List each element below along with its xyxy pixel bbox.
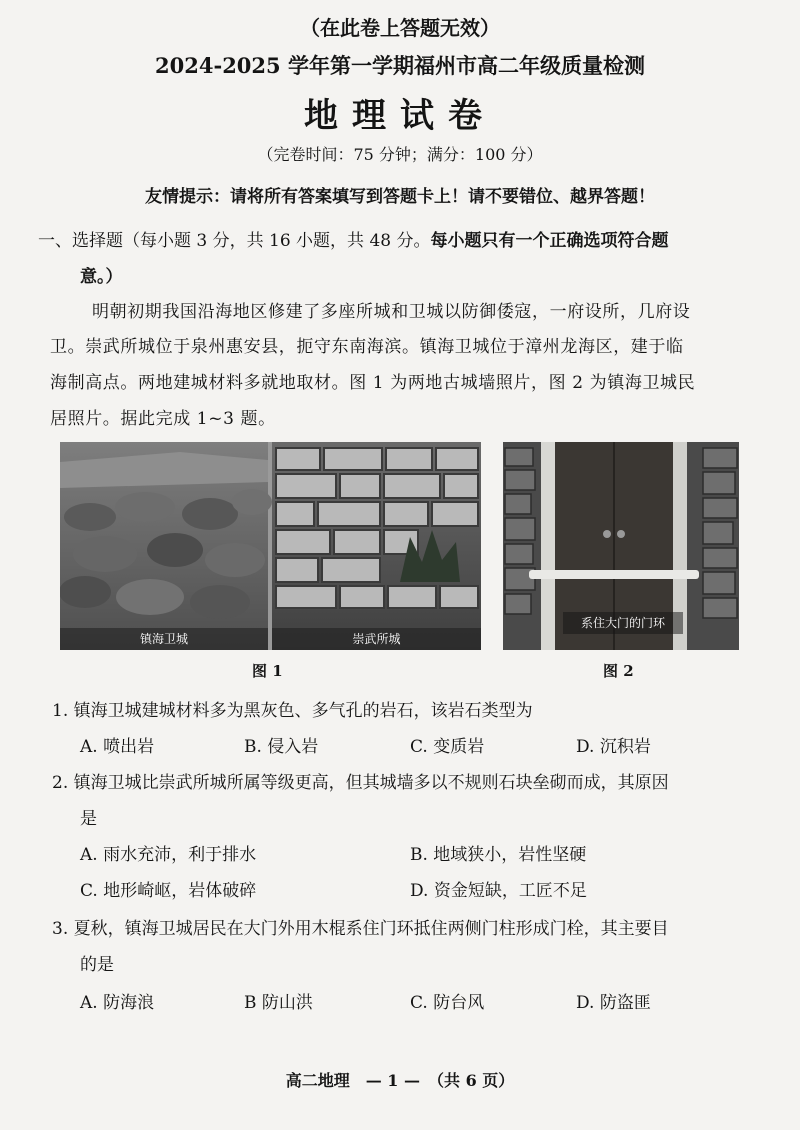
question-3-option-c: C. 防台风	[410, 993, 485, 1013]
section-title-part3: 意。）	[80, 267, 123, 287]
question-2-option-a: A. 雨水充沛，利于排水	[80, 845, 257, 865]
zhenhai-photo-label: 镇海卫城	[60, 628, 268, 650]
figure-2-photo	[503, 442, 739, 650]
question-2-option-d: D. 资金短缺，工匠不足	[410, 881, 587, 901]
door-ring-label: 系住大门的门环	[563, 612, 683, 634]
chongwu-wall-photo	[272, 442, 481, 650]
question-1-option-b: B. 侵入岩	[244, 737, 319, 757]
section-title	[38, 226, 669, 251]
figure-2-caption: 图 2	[603, 662, 634, 680]
subject-title: 地理试卷	[304, 96, 496, 136]
question-3-stem: 3. 夏秋，镇海卫城居民在大门外用木棍系住门环抵住两侧门柱形成门栓，其主要目	[52, 919, 669, 939]
passage-line: 居照片。据此完成 1~3 题。	[50, 409, 276, 429]
invalid-answer-notice: （在此卷上答题无效）	[300, 16, 500, 40]
section-title-part2: 每小题只有一个正确选项符合题	[430, 231, 669, 251]
chongwu-photo-label: 崇武所城	[272, 628, 481, 650]
figure-1-photo	[60, 442, 481, 650]
zhenhai-wall-photo	[60, 442, 272, 650]
question-1-stem: 1. 镇海卫城建城材料多为黑灰色、多气孔的岩石，该岩石类型为	[52, 701, 533, 721]
question-2-option-b: B. 地域狭小，岩性坚硬	[410, 845, 587, 865]
passage-line: 明朝初期我国沿海地区修建了多座所城和卫城以防御倭寇，一府设所，几府设	[92, 302, 691, 322]
friendly-tip: 友情提示：请将所有答案填写到答题卡上！请不要错位、越界答题！	[145, 187, 655, 207]
question-2-stem: 2. 镇海卫城比崇武所城所属等级更高，但其城墙多以不规则石块垒砌而成，其原因	[52, 773, 669, 793]
question-2-stem-cont: 是	[80, 809, 97, 829]
question-1-option-c: C. 变质岩	[410, 737, 485, 757]
passage-line: 海制高点。两地建城材料多就地取材。图 1 为两地古城墙照片，图 2 为镇海卫城民	[50, 373, 696, 393]
question-1-option-d: D. 沉积岩	[576, 737, 651, 757]
passage-line: 卫。崇武所城位于泉州惠安县，扼守东南海滨。镇海卫城位于漳州龙海区，建于临	[50, 337, 684, 357]
section-title-part1: 一、选择题（每小题 3 分，共 16 小题，共 48 分。	[38, 231, 431, 251]
question-2-option-c: C. 地形崎岖，岩体破碎	[80, 881, 257, 901]
question-3-option-b: B 防山洪	[244, 993, 313, 1013]
time-info: （完卷时间：75 分钟；满分：100 分）	[257, 145, 543, 164]
exam-name: 2024-2025 学年第一学期福州市高二年级质量检测	[155, 53, 645, 78]
figure-1-graphic	[60, 442, 481, 650]
question-3-stem-cont: 的是	[80, 955, 114, 975]
figure-1-caption: 图 1	[252, 662, 283, 680]
page-footer: 高二地理 — 1 — （共 6 页）	[285, 1071, 515, 1090]
question-3-option-a: A. 防海浪	[80, 993, 155, 1013]
question-3-option-d: D. 防盗匪	[576, 993, 651, 1013]
question-1-option-a: A. 喷出岩	[80, 737, 155, 757]
